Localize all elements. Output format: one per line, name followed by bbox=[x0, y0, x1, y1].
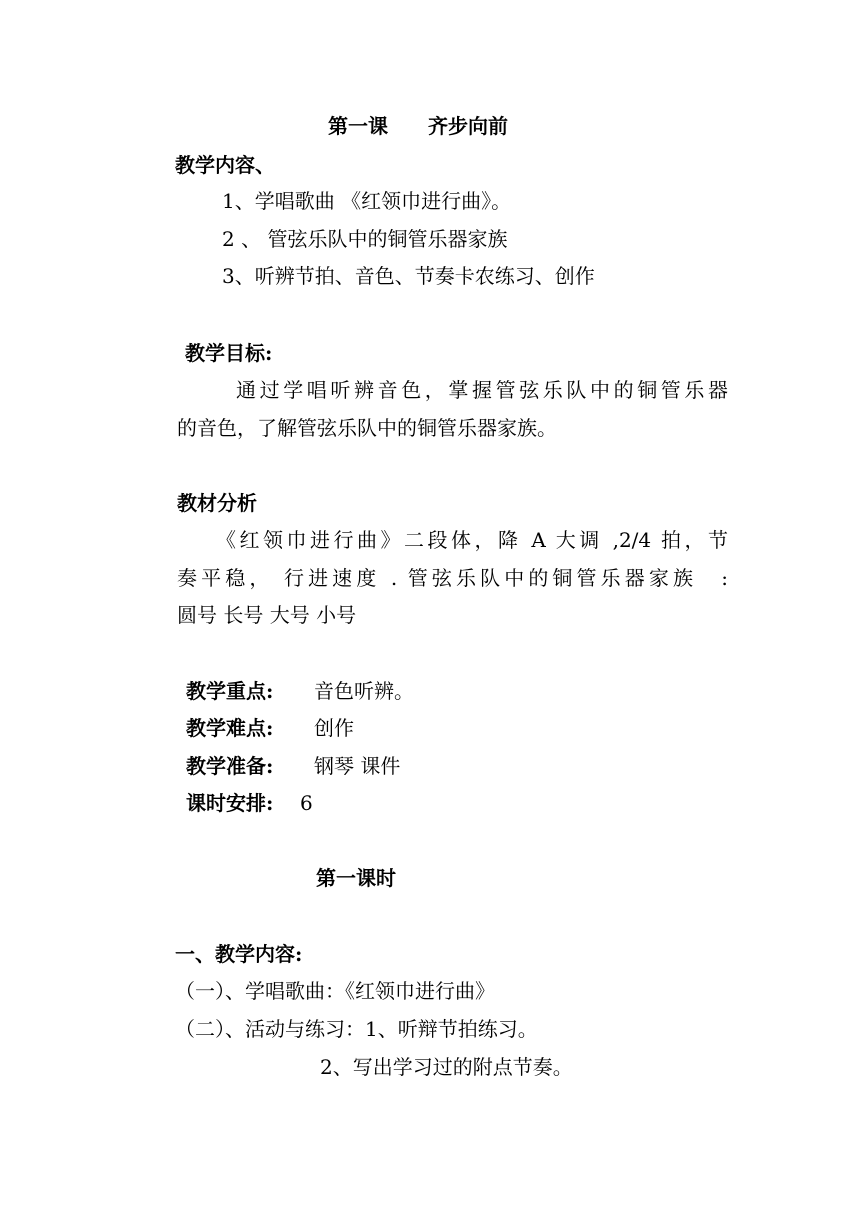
analysis-line-1: 《红领巾进行曲》二段体，降 A 大调 ,2/4 拍，节 bbox=[216, 528, 728, 552]
lesson-line-3: 2、写出学习过的附点节奏。 bbox=[320, 1055, 573, 1079]
lesson-title: 第一课时 bbox=[316, 866, 396, 890]
analysis-heading: 教材分析 bbox=[177, 491, 257, 515]
content-item-2: 2 、 管弦乐队中的铜管乐器家族 bbox=[222, 227, 508, 251]
key-label-difficulty: 教学难点: bbox=[186, 716, 274, 740]
lesson-line-1: （一）、学唱歌曲：《红领巾进行曲》 bbox=[175, 979, 495, 1003]
content-item-3: 3、听辨节拍、音色、节奏卡农练习、创作 bbox=[222, 264, 595, 288]
key-label-schedule: 课时安排: bbox=[186, 791, 274, 815]
key-value-schedule: 6 bbox=[300, 791, 313, 815]
goals-line-1: 通过学唱听辨音色，掌握管弦乐队中的铜管乐器 bbox=[236, 378, 728, 402]
key-value-focus: 音色听辨。 bbox=[314, 679, 414, 703]
key-label-preparation: 教学准备: bbox=[186, 754, 274, 778]
analysis-line-2: 奏平稳， 行进速度 . 管弦乐队中的铜管乐器家族 : bbox=[177, 566, 728, 590]
lesson-section-heading: 一、教学内容: bbox=[175, 942, 303, 966]
content-heading: 教学内容、 bbox=[175, 153, 275, 177]
content-item-1: 1、学唱歌曲 《红领巾进行曲》。 bbox=[222, 189, 512, 213]
lesson-line-2: （二）、活动与练习：1、听辩节拍练习。 bbox=[175, 1017, 538, 1041]
goals-line-2: 的音色，了解管弦乐队中的铜管乐器家族。 bbox=[177, 416, 557, 440]
goals-heading: 教学目标: bbox=[185, 341, 273, 365]
key-label-focus: 教学重点: bbox=[186, 679, 274, 703]
key-value-preparation: 钢琴 课件 bbox=[314, 754, 401, 778]
analysis-line-3: 圆号 长号 大号 小号 bbox=[177, 603, 357, 627]
key-value-difficulty: 创作 bbox=[314, 716, 354, 740]
page-title: 第一课 齐步向前 bbox=[328, 114, 508, 138]
